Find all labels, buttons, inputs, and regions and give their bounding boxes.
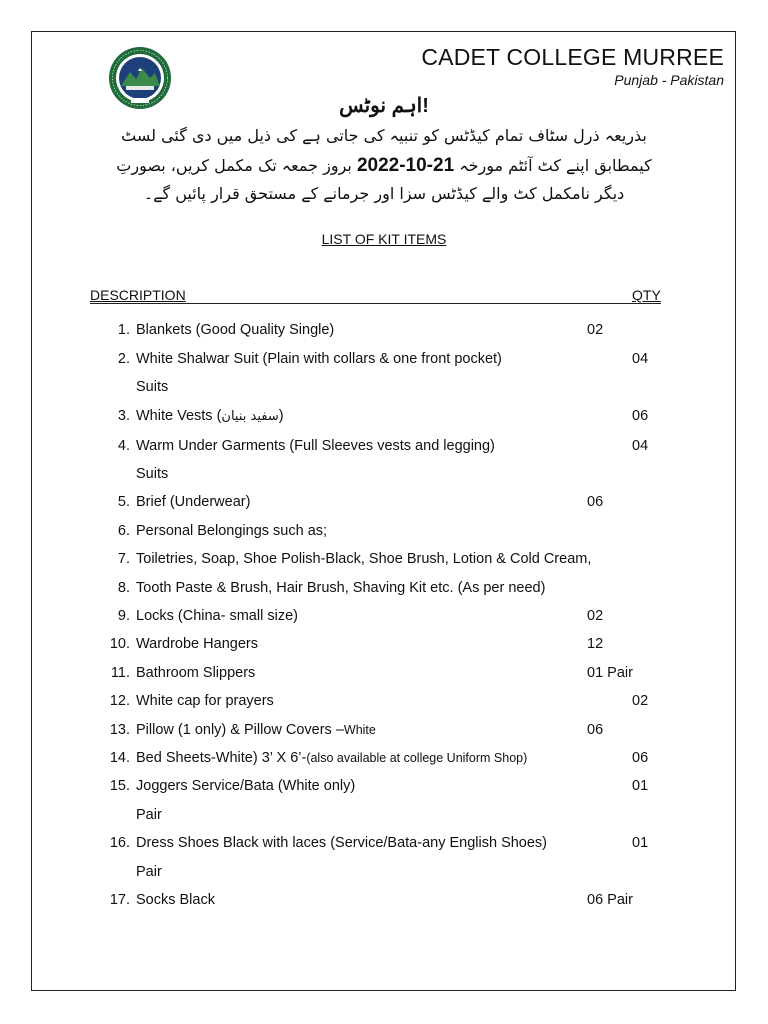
item-qty: 01 <box>632 778 649 794</box>
list-heading: LIST OF KIT ITEMS <box>321 231 447 247</box>
item-number: 6. <box>117 523 130 539</box>
item-qty: 06 <box>587 494 604 510</box>
item-description <box>136 719 376 741</box>
list-item <box>0 690 768 712</box>
item-number: 2. <box>117 351 130 367</box>
item-description: White Shalwar Suit (Plain with collars & one front pocket) <box>136 351 502 367</box>
list-item <box>0 348 768 370</box>
item-description: Tooth Paste & Brush, Hair Brush, Shaving Kit etc. (As per need) <box>136 580 546 596</box>
item-qty: 01 Pair <box>587 665 633 681</box>
list-item <box>0 605 768 627</box>
notice-line-2-end: بروز جمعہ تک مکمل کریں، بصورتِ <box>116 156 352 175</box>
item-description-text: White Vests ( <box>136 408 222 424</box>
item-description: Locks (China- small size) <box>136 608 298 624</box>
item-number: 15. <box>109 778 130 794</box>
item-qty: 06 <box>632 408 649 424</box>
notice-line-1: بذریعہ ذرل سٹاف تمام کیڈٹس کو تنبیہ کی جاتی ہے کی ذیل میں دی گئی لسٹ <box>121 126 647 145</box>
item-qty: 02 <box>587 322 604 338</box>
item-qty: 06 Pair <box>587 892 633 908</box>
list-item <box>0 832 768 854</box>
item-number: 11. <box>110 665 130 681</box>
college-name: CADET COLLEGE MURREE <box>421 44 724 70</box>
item-number: 13. <box>109 722 130 738</box>
item-number: 9. <box>117 608 130 624</box>
column-header-qty: QTY <box>632 287 661 303</box>
list-item <box>0 747 768 769</box>
list-item <box>0 775 768 797</box>
list-item <box>0 662 768 684</box>
item-qty: 01 <box>632 835 649 851</box>
item-number: 14. <box>109 750 130 766</box>
item-description: Bathroom Slippers <box>136 665 256 681</box>
item-number: 8. <box>117 580 130 596</box>
item-number: 7. <box>117 551 130 567</box>
item-qty: 06 <box>632 750 649 766</box>
notice-date: 2022-10-21 <box>356 155 455 176</box>
item-description: Personal Belongings such as; <box>136 523 328 539</box>
item-number: 10. <box>109 636 130 652</box>
list-item <box>0 577 768 599</box>
list-item <box>0 548 768 570</box>
item-description-end: ) <box>278 408 284 424</box>
list-item <box>0 889 768 911</box>
item-qty: 02 <box>632 693 649 709</box>
item-description-continuation: Pair <box>136 807 162 823</box>
item-description-text: Pillow (1 only) & Pillow Covers – <box>136 722 344 738</box>
item-number: 5. <box>117 494 130 510</box>
item-description-text: Bed Sheets-White) 3’ X 6’- <box>136 750 307 766</box>
list-item-continuation <box>0 376 768 398</box>
list-item-continuation <box>0 804 768 826</box>
item-description: Dress Shoes Black with laces (Service/Bata-any English Shoes) <box>136 835 548 851</box>
item-description: Blankets (Good Quality Single) <box>136 322 335 338</box>
item-description <box>136 747 527 769</box>
item-description <box>136 405 284 428</box>
item-description-urdu: سفید بنیان <box>221 409 279 424</box>
item-qty: 04 <box>632 438 649 454</box>
list-item <box>0 719 768 741</box>
item-description-small: (also available at college Uniform Shop) <box>306 751 528 765</box>
item-number: 12. <box>109 693 130 709</box>
item-description-small: White <box>343 723 376 737</box>
item-description: Warm Under Garments (Full Sleeves vests and legging) <box>136 438 495 454</box>
item-description: Wardrobe Hangers <box>136 636 258 652</box>
item-number: 1. <box>117 322 130 338</box>
list-item <box>0 435 768 457</box>
list-item-continuation <box>0 463 768 485</box>
notice-title: !اہم نوٹس <box>339 95 429 117</box>
item-qty: 02 <box>587 608 604 624</box>
notice-line-3: دیگر نامکمل کٹ والے کیڈٹس سزا اور جرمانے کے مستحق قرار پائیں گے۔ <box>143 184 625 203</box>
list-item <box>0 633 768 655</box>
column-header-description: DESCRIPTION <box>90 287 186 303</box>
item-description: Brief (Underwear) <box>136 494 251 510</box>
list-item-continuation <box>0 861 768 883</box>
item-number: 4. <box>117 438 130 454</box>
item-description: Joggers Service/Bata (White only) <box>136 778 356 794</box>
item-description-continuation: Suits <box>136 466 169 482</box>
item-qty: 04 <box>632 351 649 367</box>
list-item <box>0 520 768 542</box>
item-number: 17. <box>109 892 130 908</box>
item-qty: 12 <box>587 636 604 652</box>
item-number: 16. <box>109 835 130 851</box>
list-item <box>0 491 768 513</box>
item-description: Socks Black <box>136 892 215 908</box>
item-description-continuation: Suits <box>136 379 169 395</box>
item-description-continuation: Pair <box>136 864 162 880</box>
header-divider <box>90 303 661 304</box>
notice-line-2 <box>60 155 708 177</box>
list-item <box>0 405 768 427</box>
college-location: Punjab - Pakistan <box>614 72 724 88</box>
item-qty: 06 <box>587 722 604 738</box>
list-item <box>0 319 768 341</box>
notice-line-2-start: کیمطابق اپنے کٹ آئٹم مورخہ <box>459 156 652 175</box>
item-description: White cap for prayers <box>136 693 274 709</box>
item-description: Toiletries, Soap, Shoe Polish-Black, Shoe Brush, Lotion & Cold Cream, <box>136 551 592 567</box>
item-number: 3. <box>117 408 130 424</box>
